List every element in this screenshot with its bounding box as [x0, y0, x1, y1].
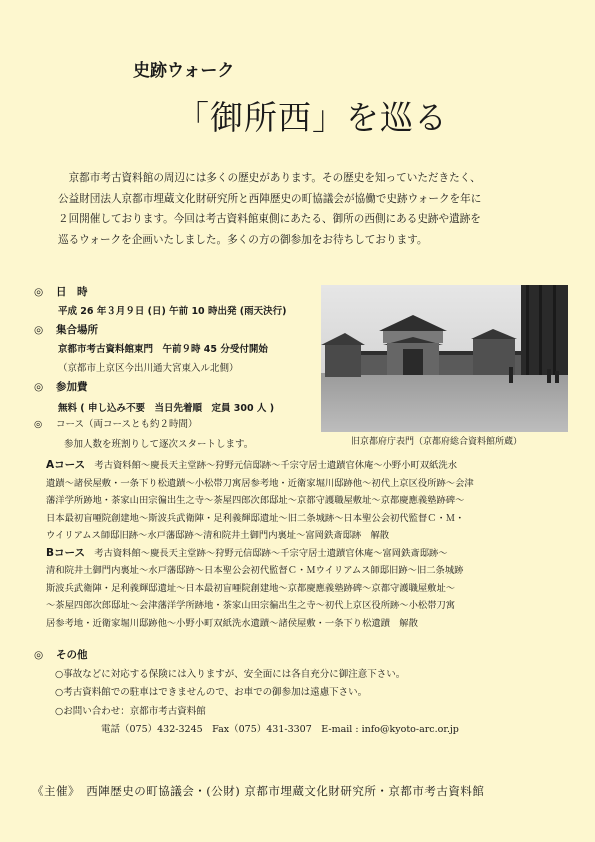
other-notes	[55, 666, 535, 740]
contact-info: 電話（075）432-3245 Fax（075）431-3307 E-mail : info@kyoto-arc.or.jp	[101, 724, 459, 736]
other-item: ○事故などに対応する保険には入りますが、安全面には各自充分に御注意下さい。	[55, 669, 406, 680]
subtitle: 史跡ウォーク	[133, 61, 235, 81]
course-details	[46, 457, 556, 632]
fee-section	[34, 378, 88, 396]
bullet-icon: ◎	[34, 419, 43, 430]
course-b-line: 清和院井土御門内裏址～水戸藩邸跡～日本聖公会初代監督Ｃ・Ｍウイリアムス師邸旧跡～旧二条城跡	[46, 565, 464, 576]
course-a-line: 藩洋学所跡地・茶家山田宗徧出生之寺～茶屋四郎次郎邸址～京都守護職屋敷址～京都慶應義塾跡碑～	[46, 495, 465, 506]
course-b-label: Bコース	[46, 546, 85, 559]
course-a-line: 考古資料館～慶長天主堂跡～狩野元信邸跡～千宗守居士遺蹟官休庵～小野小町双紙洗水	[94, 460, 458, 471]
intro-line: 巡るウォークを企画いたしました。多くの方の御参加をお待ちしております。	[58, 233, 428, 246]
course-b-line: ～茶屋四郎次郎邸址～会津藩洋学所跡地・茶家山田宗徧出生之寺～初代上京区役所跡～小松帯刀寓	[46, 600, 456, 611]
datetime-value: 平成 26 年３月９日 (日) 午前 10 時出発 (雨天決行)	[58, 306, 287, 317]
course-b-line: 居参考地・近衛家堀川邸跡他～小野小町双紙洗水遺蹟～諸侯屋敷・一条下り松遺蹟 解散	[46, 617, 418, 629]
meeting-value: 京都市考古資料館東門 午前９時 45 分受付開始	[58, 344, 268, 355]
gate-photo	[321, 285, 568, 432]
course-a-label: Aコース	[46, 459, 86, 471]
gate-photo-image	[321, 285, 568, 432]
intro-line: 京都市考古資料館の周辺には多くの歴史があります。その歴史を知っていただきたく、	[68, 172, 481, 184]
bullet-icon: ◎	[34, 381, 44, 393]
intro-text	[58, 168, 538, 250]
course-label: コース（両コースとも約２時間）	[56, 419, 198, 430]
other-label: その他	[56, 649, 88, 661]
photo-caption: 旧京都府庁表門（京都府総合資料館所蔵）	[351, 437, 523, 447]
fee-value: 無料 ( 申し込み不要 当日先着順 定員 300 人 )	[58, 403, 275, 414]
intro-line: ２回開催しております。今回は考古資料館東側にあたる、御所の西側にある史跡や遺跡を	[58, 213, 481, 226]
course-a-line: ウイリアムス師邸旧跡～水戸藩邸跡～清和院井土御門内裏址～富岡鉄斎邸跡 解散	[46, 530, 390, 541]
course-a-line: 遺蹟～諸侯屋敷・一条下り松遺蹟～小松帯刀寓居参考地・近衛家堀川邸跡他～初代上京区役所跡～会津	[46, 477, 474, 489]
other-item: ○考古資料館での駐車はできませんので、お車での御参加は遠慮下さい。	[55, 687, 368, 699]
footer-organizers: 《主催》 西陣歴史の町協議会・(公財) 京都市埋蔵文化財研究所・京都市考古資料館	[32, 784, 485, 798]
fee-label: 参加費	[56, 381, 88, 393]
meeting-address: （京都市上京区今出川通大宮東入ル北側）	[58, 363, 239, 374]
course-b-line: 考古資料館～慶長天主堂跡～狩野元信邸跡～千宗守居士遺蹟官休庵～富岡鉄斎邸跡～	[94, 547, 448, 559]
bullet-icon: ◎	[34, 324, 44, 336]
meeting-label: 集合場所	[56, 324, 98, 336]
datetime-label: 日 時	[56, 286, 88, 298]
page-title: 「御所西」を巡る	[176, 98, 448, 137]
course-section	[34, 416, 198, 434]
other-item: ○お問い合わせ：京都市考古資料館	[55, 705, 206, 717]
course-a-line: 日本最初盲唖院創建地～斯波兵武衛陣・足利義輝邸遺址～旧二条城跡～日本聖公会初代監督Ｃ・Ｍ・	[46, 512, 465, 524]
course-note: 参加人数を班割りして逐次スタートします。	[64, 439, 254, 450]
intro-line: 公益財団法人京都市埋蔵文化財研究所と西陣歴史の町協議会が協働で史跡ウォークを年に	[58, 192, 482, 205]
bullet-icon: ◎	[34, 649, 44, 661]
other-section	[34, 646, 88, 664]
meeting-section	[34, 321, 98, 339]
datetime-section	[34, 283, 88, 301]
course-b-line: 斯波兵武衛陣・足利義輝邸遺址～日本最初盲唖院創建地～京都慶應義塾跡碑～京都守護職屋敷址～	[46, 582, 456, 594]
bullet-icon: ◎	[34, 286, 44, 298]
